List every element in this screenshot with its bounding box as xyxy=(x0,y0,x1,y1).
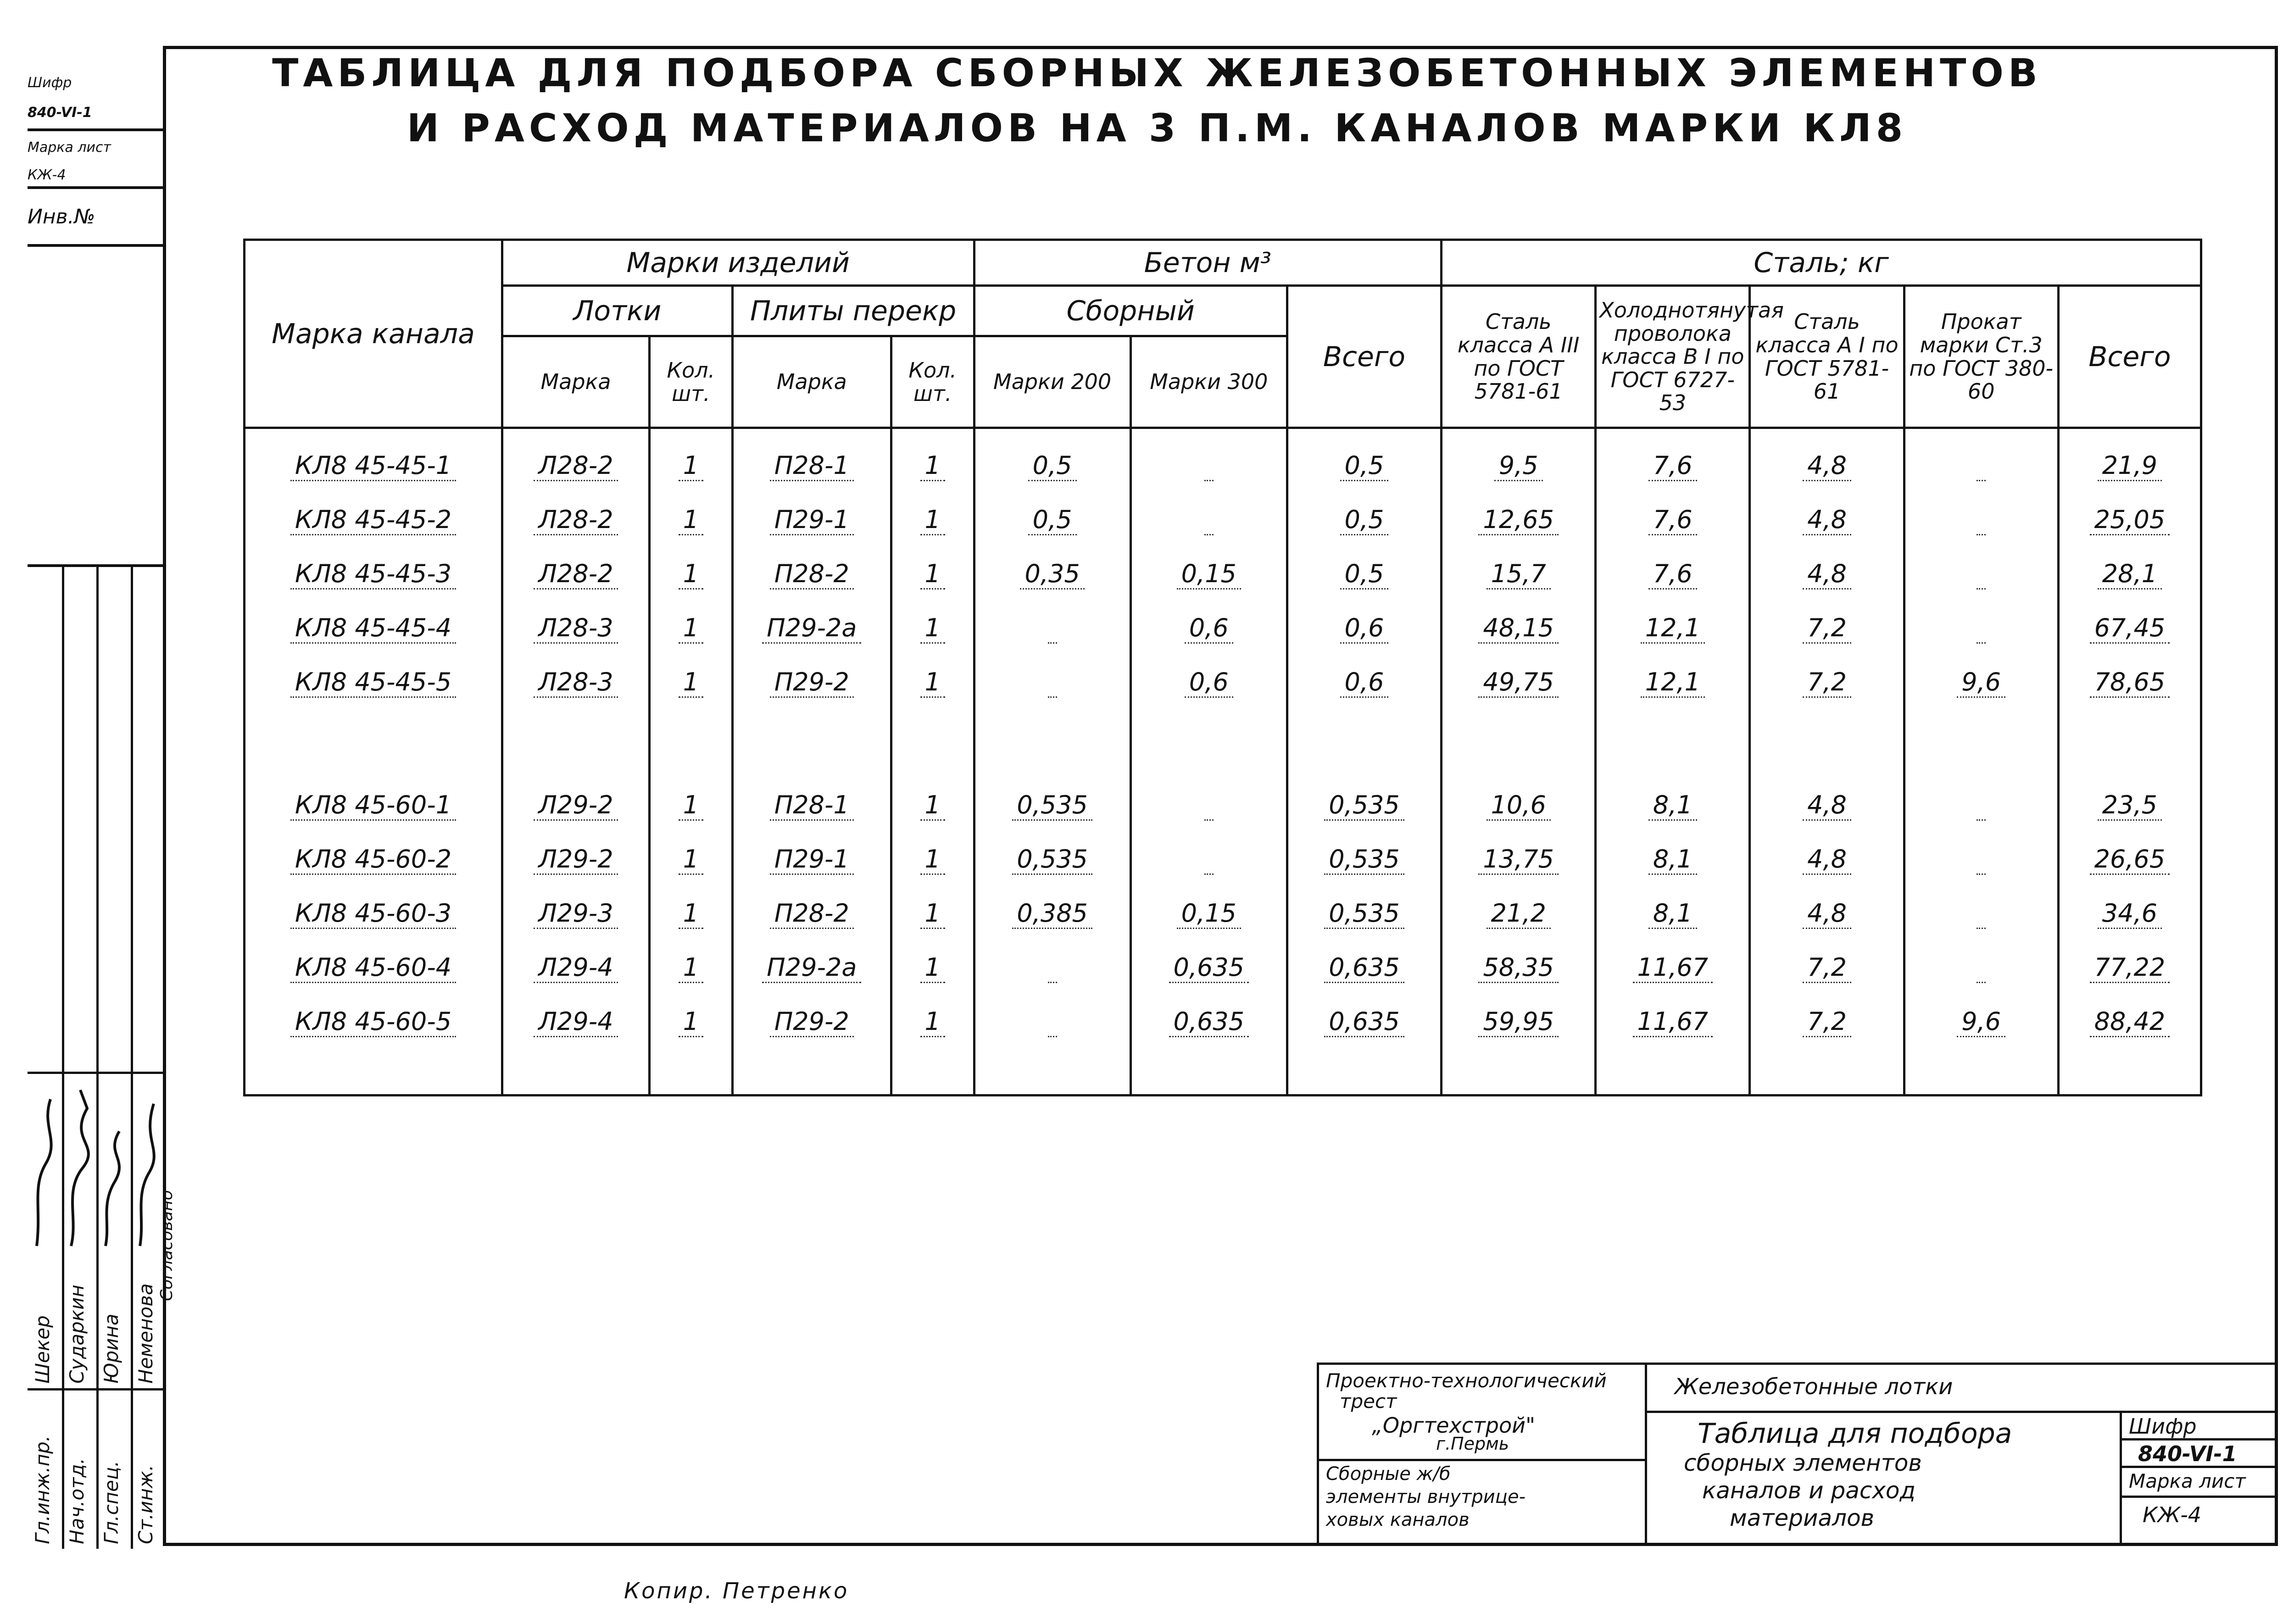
header-lotki-kol: Кол. шт. xyxy=(650,336,733,428)
cell-plita-kol: 1 xyxy=(920,899,945,929)
cell-a1 xyxy=(1750,709,1904,778)
cell-plita: П28-1 xyxy=(770,451,854,481)
signature-strip xyxy=(28,564,176,1549)
left-shifr-value: 840-VI-1 xyxy=(28,96,165,131)
header-plity: Плиты перекр xyxy=(732,286,974,336)
cell-prokat xyxy=(1977,559,1986,590)
empty-cell xyxy=(1904,1048,2058,1096)
cell-b200 xyxy=(974,709,1130,778)
cell-lotok-kol: 1 xyxy=(679,559,703,590)
tb-marka-list-value: КЖ-4 xyxy=(2143,1502,2202,1527)
cell-b-vsego: 0,5 xyxy=(1340,559,1389,590)
table-row xyxy=(245,994,2201,1048)
cell-prokat xyxy=(1977,899,1986,929)
cell-lotok: Л29-2 xyxy=(534,790,618,821)
cell-vr: 8,1 xyxy=(1648,790,1697,821)
cell-lotok-kol xyxy=(650,709,733,778)
empty-cell xyxy=(1287,1048,1441,1096)
cell-b300: 0,635 xyxy=(1169,953,1249,983)
cell-b200: 0,5 xyxy=(1028,505,1077,535)
cell-b300: 0,15 xyxy=(1177,899,1241,929)
cell-lotok xyxy=(502,709,649,778)
cell-b200 xyxy=(1048,953,1057,983)
cell-a3: 9,5 xyxy=(1494,451,1543,481)
header-lotki-marka: Марка xyxy=(502,336,649,428)
cell-b300: 0,6 xyxy=(1185,667,1233,698)
cell-a1: 4,8 xyxy=(1803,845,1851,875)
cell-kanal: КЛ8 45-60-5 xyxy=(290,1007,456,1037)
cell-plita-kol xyxy=(891,709,974,778)
cell-b300 xyxy=(1130,709,1287,778)
cell-vr xyxy=(1596,709,1750,778)
empty-cell xyxy=(1596,1048,1750,1096)
cell-a3: 21,2 xyxy=(1487,899,1551,929)
cell-vsego: 67,45 xyxy=(2090,613,2170,644)
cell-lotok-kol: 1 xyxy=(679,505,703,535)
cell-prokat xyxy=(1977,790,1986,821)
cell-vsego: 78,65 xyxy=(2090,667,2170,698)
cell-lotok: Л29-4 xyxy=(534,953,618,983)
strip-divider xyxy=(62,567,64,1549)
cell-vsego xyxy=(2058,709,2201,778)
cell-lotok-kol: 1 xyxy=(679,451,703,481)
table-row-bottom xyxy=(245,1048,2201,1096)
cell-vr: 11,67 xyxy=(1633,953,1713,983)
cell-prokat: 9,6 xyxy=(1957,1007,2005,1037)
cell-b-vsego: 0,635 xyxy=(1324,953,1404,983)
table-row xyxy=(245,832,2201,886)
empty-cell xyxy=(974,1048,1130,1096)
left-marka-list-label: Марка лист xyxy=(28,139,111,156)
signature-role: Нач.отд. xyxy=(66,1457,88,1544)
handwritten-signatures xyxy=(28,1072,165,1255)
cell-b200: 0,35 xyxy=(1020,559,1084,590)
album-line-1: Сборные ж/б xyxy=(1326,1463,1451,1485)
strip-divider xyxy=(28,1388,165,1390)
cell-a1: 4,8 xyxy=(1803,899,1851,929)
empty-cell xyxy=(245,1048,502,1096)
cell-vsego: 77,22 xyxy=(2090,953,2170,983)
empty-cell xyxy=(1130,1048,1287,1096)
header-beton: Бетон м³ xyxy=(974,240,1442,286)
cell-prokat xyxy=(1977,613,1986,644)
cell-lotok-kol: 1 xyxy=(679,1007,703,1037)
cell-vsego: 28,1 xyxy=(2098,559,2162,590)
cell-prokat: 9,6 xyxy=(1957,667,2005,698)
empty-cell xyxy=(732,1048,891,1096)
cell-b200 xyxy=(1048,1007,1057,1037)
empty-cell xyxy=(2058,1048,2201,1096)
cell-b-vsego: 0,5 xyxy=(1340,451,1389,481)
signature-name: Неменова xyxy=(134,1283,157,1384)
cell-lotok-kol: 1 xyxy=(679,667,703,698)
cell-a1: 4,8 xyxy=(1803,451,1851,481)
sheet-title-line-1: Таблица для подбора xyxy=(1698,1418,2012,1450)
cell-vr: 7,6 xyxy=(1648,559,1697,590)
cell-prokat xyxy=(1977,953,1986,983)
album-line-3: ховых каналов xyxy=(1326,1509,1470,1530)
cell-kanal: КЛ8 45-60-4 xyxy=(290,953,456,983)
header-marki-300: Марки 300 xyxy=(1130,336,1287,428)
table-row xyxy=(245,428,2201,493)
cell-b-vsego: 0,5 xyxy=(1340,505,1389,535)
org-line-2: трест xyxy=(1340,1390,1397,1413)
header-marka-kanala: Марка канала xyxy=(245,240,502,428)
cell-vr: 7,6 xyxy=(1648,451,1697,481)
header-prokat: Прокат марки Ст.3 по ГОСТ 380-60 xyxy=(1904,286,2058,428)
empty-cell xyxy=(502,1048,649,1096)
cell-a3: 10,6 xyxy=(1487,790,1551,821)
cell-plita: П28-2 xyxy=(770,899,854,929)
strip-divider xyxy=(131,567,133,1549)
cell-kanal: КЛ8 45-45-2 xyxy=(290,505,456,535)
title-block xyxy=(1317,1363,2278,1546)
cell-b-vsego: 0,535 xyxy=(1324,790,1404,821)
cell-kanal: КЛ8 45-60-1 xyxy=(290,790,456,821)
cell-plita-kol: 1 xyxy=(920,613,945,644)
left-inv-label: Инв.№ xyxy=(28,189,165,247)
cell-kanal: КЛ8 45-60-2 xyxy=(290,845,456,875)
signature-name: Сударкин xyxy=(66,1285,88,1384)
left-marka-list-value: КЖ-4 xyxy=(28,163,165,189)
cell-kanal: КЛ8 45-60-3 xyxy=(290,899,456,929)
empty-cell xyxy=(891,1048,974,1096)
left-stamp xyxy=(28,69,165,247)
cell-plita-kol: 1 xyxy=(920,451,945,481)
cell-b300 xyxy=(1204,790,1214,821)
left-shifr-label: Шифр xyxy=(28,74,72,91)
sheet-title-line-3: каналов и расход xyxy=(1702,1477,1916,1504)
cell-b200: 0,385 xyxy=(1012,899,1092,929)
cell-a3: 12,65 xyxy=(1478,505,1559,535)
header-sborny: Сборный xyxy=(974,286,1287,336)
cell-b300 xyxy=(1204,451,1214,481)
cell-a3: 58,35 xyxy=(1478,953,1559,983)
cell-plita-kol: 1 xyxy=(920,667,945,698)
strip-divider xyxy=(96,567,99,1549)
cell-a3: 15,7 xyxy=(1487,559,1551,590)
cell-lotok-kol: 1 xyxy=(679,790,703,821)
header-vsego-stal: Всего xyxy=(2058,286,2201,428)
cell-plita: П29-2а xyxy=(762,953,861,983)
cell-lotok-kol: 1 xyxy=(679,845,703,875)
table-row xyxy=(245,886,2201,940)
header-stal: Сталь; кг xyxy=(1442,240,2201,286)
copy-note: Копир. Петренко xyxy=(624,1578,849,1604)
header-plity-kol: Кол. шт. xyxy=(891,336,974,428)
agreed-label: Согласовано xyxy=(157,1190,176,1301)
table-row xyxy=(245,546,2201,601)
cell-a1: 7,2 xyxy=(1803,953,1851,983)
cell-divider xyxy=(2120,1496,2278,1498)
sheet-title-line-4: материалов xyxy=(1730,1505,1875,1531)
cell-b-vsego: 0,6 xyxy=(1340,613,1389,644)
cell-vr: 12,1 xyxy=(1641,613,1705,644)
cell-a3: 13,75 xyxy=(1478,845,1559,875)
cell-vr: 8,1 xyxy=(1648,845,1697,875)
cell-prokat xyxy=(1977,505,1986,535)
cell-lotok-kol: 1 xyxy=(679,899,703,929)
cell-vsego: 23,5 xyxy=(2098,790,2162,821)
cell-plita xyxy=(732,709,891,778)
cell-b300 xyxy=(1204,505,1214,535)
header-vsego-beton: Всего xyxy=(1287,286,1441,428)
table-row xyxy=(245,940,2201,994)
cell-kanal: КЛ8 45-45-1 xyxy=(290,451,456,481)
cell-a1: 7,2 xyxy=(1803,1007,1851,1037)
cell-b-vsego: 0,6 xyxy=(1340,667,1389,698)
cell-a3: 59,95 xyxy=(1478,1007,1559,1037)
cell-b-vsego xyxy=(1287,709,1441,778)
header-holodnotyan: Холоднотянутая проволока класса В I по ГОСТ 6727-53 xyxy=(1596,286,1750,428)
org-line-4: г.Пермь xyxy=(1436,1434,1509,1454)
cell-kanal xyxy=(245,709,502,778)
signature-role: Гл.спец. xyxy=(100,1461,122,1544)
cell-lotok: Л28-2 xyxy=(534,451,618,481)
cell-b300: 0,6 xyxy=(1185,613,1233,644)
materials-table xyxy=(243,239,2202,1096)
cell-plita-kol: 1 xyxy=(920,559,945,590)
cell-b-vsego: 0,535 xyxy=(1324,845,1404,875)
cell-plita: П29-1 xyxy=(770,845,854,875)
cell-kanal: КЛ8 45-45-3 xyxy=(290,559,456,590)
cell-plita-kol: 1 xyxy=(920,505,945,535)
cell-a3: 48,15 xyxy=(1478,613,1559,644)
cell-a1: 4,8 xyxy=(1803,790,1851,821)
cell-plita: П28-2 xyxy=(770,559,854,590)
cell-plita-kol: 1 xyxy=(920,790,945,821)
tb-marka-list-label: Марка лист xyxy=(2129,1470,2246,1492)
signature-name: Юрина xyxy=(100,1313,122,1384)
cell-vsego: 26,65 xyxy=(2090,845,2170,875)
signature-role: Ст.инж. xyxy=(134,1464,157,1544)
cell-a1: 7,2 xyxy=(1803,667,1851,698)
cell-lotok-kol: 1 xyxy=(679,613,703,644)
cell-vr: 11,67 xyxy=(1633,1007,1713,1037)
header-marki-200: Марки 200 xyxy=(974,336,1130,428)
cell-b200 xyxy=(1048,613,1057,644)
cell-lotok: Л28-3 xyxy=(534,667,618,698)
table-row xyxy=(245,655,2201,709)
cell-lotok: Л28-2 xyxy=(534,505,618,535)
cell-vr: 7,6 xyxy=(1648,505,1697,535)
table-row-spacer xyxy=(245,709,2201,778)
cell-plita: П28-1 xyxy=(770,790,854,821)
cell-vr: 12,1 xyxy=(1641,667,1705,698)
header-marki-izdeliy: Марки изделий xyxy=(502,240,974,286)
cell-b300: 0,15 xyxy=(1177,559,1241,590)
org-line-1: Проектно-технологический xyxy=(1326,1369,1607,1392)
title-line-2: И РАСХОД МАТЕРИАЛОВ НА 3 П.М. КАНАЛОВ МАРКИ КЛ8 xyxy=(406,106,1908,150)
cell-plita: П29-2а xyxy=(762,613,861,644)
cell-prokat xyxy=(1977,451,1986,481)
cell-a1: 4,8 xyxy=(1803,505,1851,535)
cell-plita-kol: 1 xyxy=(920,1007,945,1037)
cell-vsego: 34,6 xyxy=(2098,899,2162,929)
cell-b-vsego: 0,635 xyxy=(1324,1007,1404,1037)
title-line-1: ТАБЛИЦА ДЛЯ ПОДБОРА СБОРНЫХ ЖЕЛЕЗОБЕТОННЫХ ЭЛЕМЕНТОВ xyxy=(272,50,2042,95)
album-line-2: элементы внутрице- xyxy=(1326,1486,1526,1507)
cell-prokat xyxy=(1977,845,1986,875)
cell-prokat xyxy=(1904,709,2058,778)
header-lotki: Лотки xyxy=(502,286,732,336)
cell-kanal: КЛ8 45-45-4 xyxy=(290,613,456,644)
cell-vsego: 21,9 xyxy=(2098,451,2162,481)
sheet-title-line-2: сборных элементов xyxy=(1684,1450,1922,1476)
cell-lotok-kol: 1 xyxy=(679,953,703,983)
cell-vsego: 25,05 xyxy=(2090,505,2170,535)
tb-shifr-label: Шифр xyxy=(2129,1414,2197,1439)
cell-plita: П29-2 xyxy=(770,667,854,698)
cell-lotok: Л29-3 xyxy=(534,899,618,929)
table-row xyxy=(245,778,2201,832)
cell-vsego: 88,42 xyxy=(2090,1007,2170,1037)
cell-b300 xyxy=(1204,845,1214,875)
tb-shifr-value: 840-VI-1 xyxy=(2138,1441,2237,1466)
cell-lotok: Л29-2 xyxy=(534,845,618,875)
empty-cell xyxy=(1750,1048,1904,1096)
empty-cell xyxy=(650,1048,733,1096)
cell-b200: 0,5 xyxy=(1028,451,1077,481)
header-plity-marka: Марка xyxy=(732,336,891,428)
cell-a1: 7,2 xyxy=(1803,613,1851,644)
section-title: Железобетонные лотки xyxy=(1675,1374,1953,1400)
signature-role: Гл.инж.пр. xyxy=(31,1435,54,1544)
table-row xyxy=(245,601,2201,655)
cell-b200: 0,535 xyxy=(1012,790,1092,821)
cell-b-vsego: 0,535 xyxy=(1324,899,1404,929)
cell-b200: 0,535 xyxy=(1012,845,1092,875)
header-stal-a1: Сталь класса А I по ГОСТ 5781-61 xyxy=(1750,286,1904,428)
empty-cell xyxy=(1442,1048,1596,1096)
cell-a1: 4,8 xyxy=(1803,559,1851,590)
cell-plita: П29-1 xyxy=(770,505,854,535)
cell-b200 xyxy=(1048,667,1057,698)
header-stal-a3: Сталь класса А III по ГОСТ 5781-61 xyxy=(1442,286,1596,428)
cell-lotok: Л28-3 xyxy=(534,613,618,644)
cell-lotok: Л28-2 xyxy=(534,559,618,590)
cell-a3 xyxy=(1442,709,1596,778)
cell-plita-kol: 1 xyxy=(920,845,945,875)
table-row xyxy=(245,492,2201,546)
signature-name: Шекер xyxy=(31,1315,54,1384)
cell-lotok: Л29-4 xyxy=(534,1007,618,1037)
cell-a3: 49,75 xyxy=(1478,667,1559,698)
cell-plita: П29-2 xyxy=(770,1007,854,1037)
cell-vr: 8,1 xyxy=(1648,899,1697,929)
cell-kanal: КЛ8 45-45-5 xyxy=(290,667,456,698)
org-line-3: „Оргтехстрой" xyxy=(1372,1413,1536,1438)
cell-b300: 0,635 xyxy=(1169,1007,1249,1037)
cell-plita-kol: 1 xyxy=(920,953,945,983)
